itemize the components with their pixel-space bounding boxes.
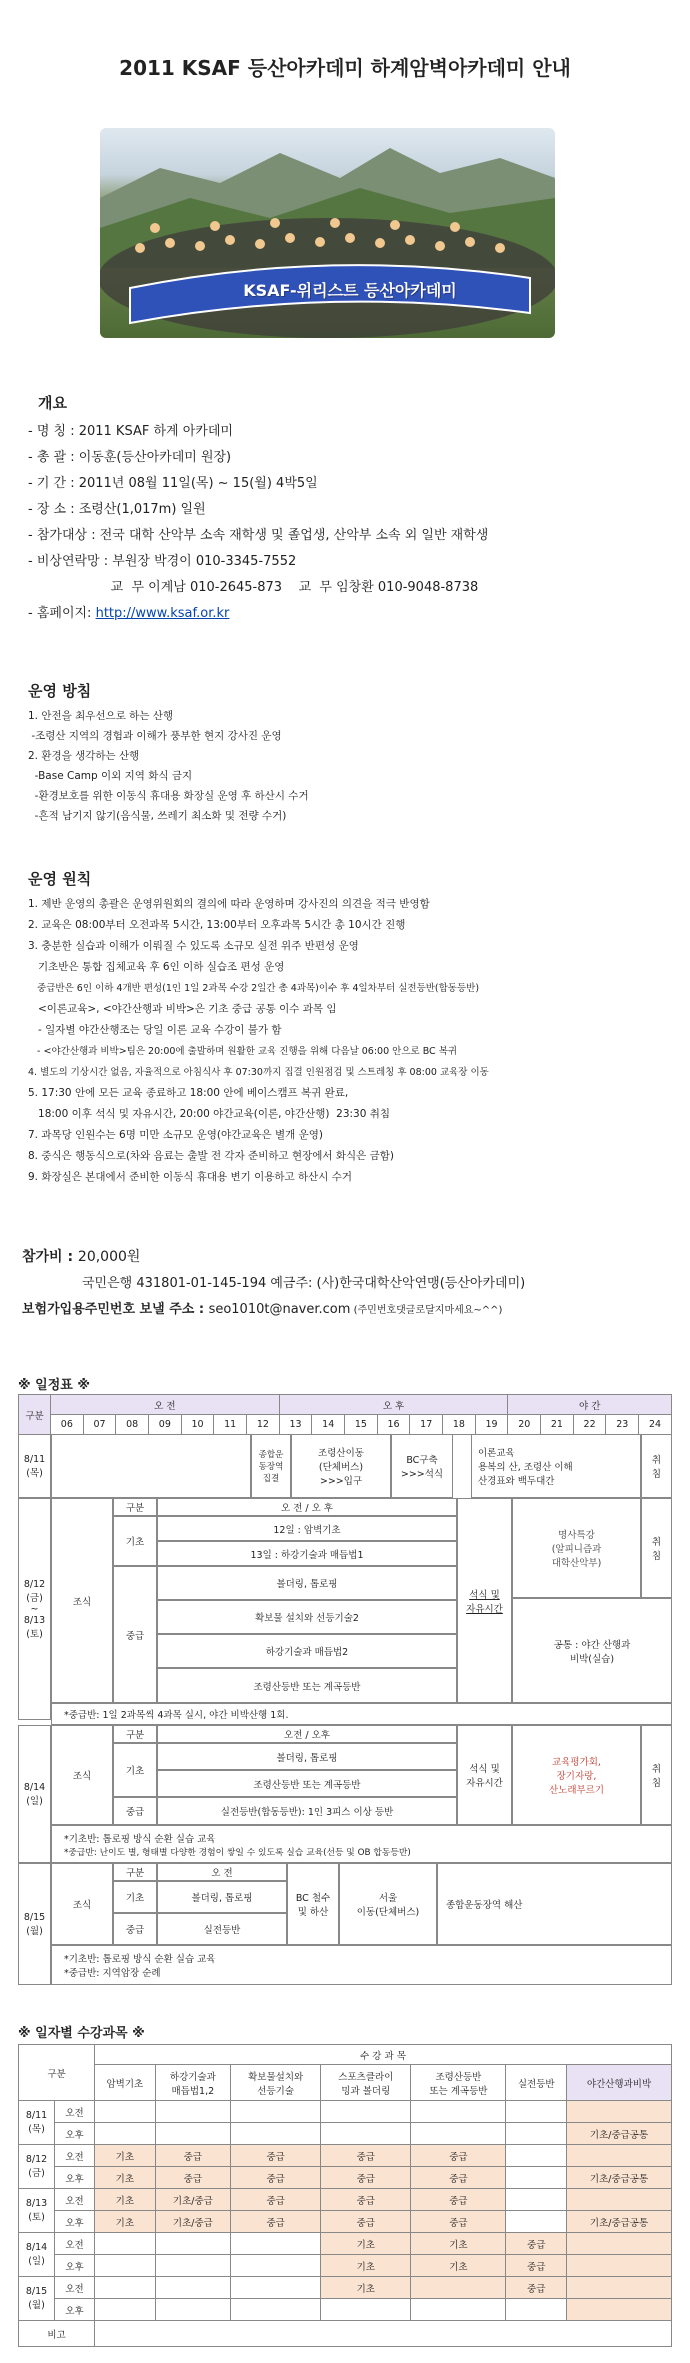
principle-line: 1. 제반 운영의 총괄은 운영위원회의 결의에 따라 운영하며 강사진의 의견을 적극 반영함 — [28, 898, 430, 910]
subject-cell: 중급 — [155, 2167, 230, 2189]
move-cell: 조령산이동 (단체버스) >>>입구 — [291, 1434, 391, 1498]
overview-line: - 참가대상 : 전국 대학 산악부 소속 재학생 및 졸업생, 산악부 소속 외 일반 재학생 — [28, 528, 489, 543]
schedule-note-box — [51, 1945, 672, 1985]
basic-label: 기초 — [113, 1881, 157, 1913]
policy-heading: 운영 방침 — [28, 682, 92, 700]
schedule-header-table — [18, 1394, 672, 1435]
principle-line: 7. 과목당 인원수는 6명 미만 소규모 운영(야간교육은 별개 운영) — [28, 1129, 324, 1141]
principle-line: 18:00 이후 석식 및 자유시간, 20:00 야간교육(이론, 야간산행) 23:30 취침 — [28, 1108, 391, 1120]
sleep-cell: 취 침 — [641, 1434, 672, 1498]
subject-cell — [95, 2299, 156, 2321]
subject-cell: 중급 — [411, 2145, 506, 2167]
subject-cell — [155, 2123, 230, 2145]
subject-cell — [567, 2255, 672, 2277]
subject-cell: 기초 — [95, 2189, 156, 2211]
subject-cell: 기초/중급공통 — [567, 2123, 672, 2145]
subject-cell — [95, 2255, 156, 2277]
subject-cell — [411, 2299, 506, 2321]
subject-cell: 중급 — [321, 2211, 411, 2233]
hour-cell: 07 — [83, 1415, 116, 1435]
banner-text: KSAF-위리스트 등산아카데미 — [243, 281, 457, 300]
subject-cell — [567, 2299, 672, 2321]
overview-line: - 기 간 : 2011년 08월 11일(목) ~ 15(월) 4박5일 — [28, 476, 318, 491]
mid-label: 중급 — [113, 1566, 157, 1703]
basic-subject: 조령산등반 또는 계곡등반 — [157, 1770, 457, 1797]
subject-slot: 오후 — [55, 2123, 95, 2145]
hour-cell: 17 — [410, 1415, 443, 1435]
policy-line: -조령산 지역의 경험과 이해가 풍부한 현지 강사진 운영 — [28, 730, 282, 742]
subject-column-header: 조령산등반 또는 계곡등반 — [411, 2065, 506, 2101]
insurance-note: (주민번호댓글로달지마세요~^^) — [350, 1305, 503, 1316]
subject-slot: 오전 — [55, 2145, 95, 2167]
insurance-label: 보험가입용주민번호 보낼 주소 : — [22, 1302, 209, 1317]
subject-cell: 기초 — [95, 2145, 156, 2167]
hour-cell: 21 — [541, 1415, 574, 1435]
subject-cell: 기초 — [95, 2167, 156, 2189]
policy-line: 2. 환경을 생각하는 산행 — [28, 750, 140, 762]
seoul-move: 서울 이동(단체버스) — [339, 1863, 437, 1945]
schedule-col-group: 구분 — [19, 1395, 51, 1435]
mid-subject: 하강기술과 매듭법2 — [157, 1634, 457, 1668]
subject-cell: 중급 — [321, 2145, 411, 2167]
date-8-11: 8/11 (목) — [18, 1434, 51, 1498]
subject-column-header: 확보물설치와 선등기술 — [231, 2065, 321, 2101]
subject-slot: 오후 — [55, 2255, 95, 2277]
subject-cell — [231, 2233, 321, 2255]
subject-cell: 중급 — [411, 2167, 506, 2189]
subject-cell — [321, 2299, 411, 2321]
subject-cell — [231, 2123, 321, 2145]
remark-cell — [95, 2321, 672, 2347]
subject-cell: 기초 — [95, 2211, 156, 2233]
schedule-heading: ※ 일정표 ※ — [18, 1378, 91, 1393]
homepage-link[interactable]: http://www.ksaf.or.kr — [95, 606, 230, 621]
insurance-email: seo1010t@naver.com — [208, 1302, 351, 1317]
homepage-label: - 홈페이지: — [28, 606, 96, 621]
hour-cell: 12 — [247, 1415, 280, 1435]
principles-heading: 운영 원칙 — [28, 870, 92, 888]
note-line: *중급반: 지역암장 순례 — [64, 1968, 161, 1979]
breakfast-cell: 조식 — [51, 1498, 113, 1703]
table-row — [19, 2167, 672, 2189]
basic-subject: 13일 : 하강기술과 매듭법1 — [157, 1541, 457, 1566]
hour-cell: 19 — [475, 1415, 508, 1435]
subject-cell — [231, 2299, 321, 2321]
hour-cell: 11 — [214, 1415, 247, 1435]
common-night: 공통 : 야간 산행과 비박(실습) — [512, 1598, 672, 1703]
remark-label: 비고 — [19, 2321, 95, 2347]
subject-cell: 중급 — [411, 2189, 506, 2211]
subject-cell — [506, 2299, 567, 2321]
subject-cell — [95, 2233, 156, 2255]
subjects-col-group: 구분 — [19, 2045, 95, 2101]
photo-mountains — [100, 128, 555, 338]
subject-slot: 오전 — [55, 2277, 95, 2299]
subject-cell — [155, 2255, 230, 2277]
subject-cell — [506, 2211, 567, 2233]
subject-cell — [155, 2299, 230, 2321]
homepage-row — [28, 602, 229, 621]
mid-label: 중급 — [113, 1797, 157, 1825]
fee-value: 20,000원 — [77, 1249, 141, 1265]
mid-subject: 조령산등반 또는 계곡등반 — [157, 1668, 457, 1703]
subject-cell: 중급 — [506, 2277, 567, 2299]
subject-cell: 중급 — [231, 2145, 321, 2167]
subject-cell — [321, 2123, 411, 2145]
subject-cell — [155, 2101, 230, 2123]
page-title: 2011 KSAF 등산아카데미 하계암벽아카데미 안내 — [119, 56, 571, 80]
basic-label: 기초 — [113, 1743, 157, 1797]
hour-cell: 15 — [345, 1415, 378, 1435]
bank-account: 국민은행 431801-01-145-194 예금주: (사)한국대학산악연맹(등산아카데미) — [82, 1276, 526, 1291]
subject-cell: 기초/중급공통 — [567, 2167, 672, 2189]
subjects-col-title: 수 강 과 목 — [95, 2045, 672, 2065]
note-line: *중급반: 난이도 별, 형태별 다양한 경험이 쌓일 수 있도록 실습 교육(선등 및 OB 합동등반) — [64, 1847, 411, 1858]
subject-cell: 기초/중급 — [155, 2211, 230, 2233]
overview-line: - 명 칭 : 2011 KSAF 하계 아카데미 — [28, 424, 233, 439]
table-row — [19, 2211, 672, 2233]
principle-line: 기초반은 통합 집체교육 후 6인 이하 실습조 편성 운영 — [28, 961, 285, 973]
mid-subject: 실전등반(합동등반): 1인 3피스 이상 등반 — [157, 1797, 457, 1825]
subjects-table — [18, 2044, 672, 2347]
hour-cell: 20 — [508, 1415, 541, 1435]
table-row — [19, 2189, 672, 2211]
subject-cell — [321, 2101, 411, 2123]
subject-cell: 기초 — [321, 2255, 411, 2277]
policy-line: -환경보호를 위한 이동식 휴대용 화장실 운영 후 하산시 수거 — [28, 790, 309, 802]
subject-cell — [95, 2277, 156, 2299]
hour-cell: 24 — [639, 1415, 672, 1435]
subject-cell: 중급 — [506, 2233, 567, 2255]
basic-label: 기초 — [113, 1516, 157, 1566]
subject-slot: 오후 — [55, 2299, 95, 2321]
basic-subject: 볼더링, 톱로핑 — [157, 1743, 457, 1770]
hour-cell: 10 — [181, 1415, 214, 1435]
subject-column-header: 스포츠클라이 밍과 볼더링 — [321, 2065, 411, 2101]
sub-col-div: 구분 — [113, 1498, 157, 1516]
subject-cell: 기초/중급공통 — [567, 2211, 672, 2233]
subject-cell — [567, 2145, 672, 2167]
overview-line: - 비상연락망 : 부원장 박경이 010-3345-7552 — [28, 554, 297, 569]
hour-cell: 06 — [51, 1415, 84, 1435]
bc-withdraw: BC 철수 및 하산 — [287, 1863, 339, 1945]
sub-col-div: 구분 — [113, 1863, 157, 1881]
overview-line: - 총 괄 : 이동훈(등산아카데미 원장) — [28, 450, 232, 465]
principle-line: - 일자별 야간산행조는 당일 이론 교육 수강이 불가 함 — [28, 1024, 282, 1036]
dismissal: 종합운동장역 해산 — [437, 1863, 672, 1945]
subject-cell: 중급 — [231, 2167, 321, 2189]
subject-cell: 기초 — [321, 2233, 411, 2255]
subject-column-header: 암벽기초 — [95, 2065, 156, 2101]
note-line: *기초반: 톱로핑 방식 순환 실습 교육 — [64, 1833, 216, 1845]
basic-subject: 12일 : 암벽기초 — [157, 1516, 457, 1541]
principle-line: 2. 교육은 08:00부터 오전과목 5시간, 13:00부터 오후과목 5시간 총 10시간 진행 — [28, 919, 406, 931]
subject-cell — [567, 2277, 672, 2299]
gather-cell: 종합운 동장역 집결 — [251, 1434, 291, 1498]
sleep-cell: 취 침 — [641, 1498, 672, 1598]
subject-column-header: 하강기술과 매듭법1,2 — [155, 2065, 230, 2101]
subject-cell — [155, 2233, 230, 2255]
subject-column-header: 실전등반 — [506, 2065, 567, 2101]
principle-line: - <야간산행과 비박>팀은 20:00에 출발하며 원활한 교육 진행을 위해 다음날 06:00 안으로 BC 복귀 — [28, 1046, 458, 1057]
subject-date: 8/13 (토) — [19, 2189, 55, 2233]
fee-row — [22, 1246, 140, 1266]
table-row — [19, 2255, 672, 2277]
subject-cell — [506, 2189, 567, 2211]
principle-line: 중급반은 6인 이하 4개반 편성(1인 1일 2과목 수강 2일간 총 4과목)이수 후 4일차부터 실전등반(합동등반) — [28, 983, 480, 994]
special-lecture: 명사특강 (알피니즘과 대학산악부) — [512, 1498, 641, 1598]
subject-cell: 중급 — [155, 2145, 230, 2167]
note-line: *기초반: 톱로핑 방식 순환 실습 교육 — [64, 1954, 216, 1965]
evaluation-cell: 교육평가회, 장기자랑, 산노래부르기 — [512, 1725, 641, 1825]
fee-label: 참가비 : — [22, 1249, 78, 1265]
sub-col-ampm: 오 전 / 오 후 — [157, 1498, 457, 1516]
subject-slot: 오후 — [55, 2167, 95, 2189]
subject-cell: 기초 — [411, 2255, 506, 2277]
subject-cell: 기초/중급 — [155, 2189, 230, 2211]
subject-cell — [411, 2123, 506, 2145]
remark-row — [19, 2321, 672, 2347]
subject-cell — [95, 2101, 156, 2123]
subject-cell: 중급 — [411, 2211, 506, 2233]
hour-cell: 16 — [377, 1415, 410, 1435]
subject-cell: 기초 — [411, 2233, 506, 2255]
subject-cell — [506, 2101, 567, 2123]
subject-slot: 오전 — [55, 2233, 95, 2255]
sub-col-am: 오 전 — [157, 1863, 287, 1881]
schedule-night: 야 간 — [508, 1395, 672, 1415]
overview-heading: 개요 — [38, 394, 67, 412]
subject-date: 8/14 (일) — [19, 2233, 55, 2277]
subject-cell — [506, 2145, 567, 2167]
hour-cell: 08 — [116, 1415, 149, 1435]
date-8-15: 8/15 (월) — [18, 1863, 51, 1985]
table-row — [19, 2277, 672, 2299]
schedule-pm: 오 후 — [279, 1395, 508, 1415]
subjects-heading: ※ 일자별 수강과목 ※ — [18, 2026, 145, 2041]
sub-col-div: 구분 — [113, 1725, 157, 1743]
subject-date: 8/15 (월) — [19, 2277, 55, 2321]
principle-line: 8. 중식은 행동식으로(차와 음료는 출발 전 각자 준비하고 현장에서 화식은 금함) — [28, 1150, 395, 1162]
date-8-12: 8/12 (금) ~ 8/13 (토) — [18, 1498, 51, 1720]
principle-line: 3. 충분한 실습과 이해가 이뤄질 수 있도록 소규모 실전 위주 반편성 운영 — [28, 940, 359, 952]
mid-label: 중급 — [113, 1913, 157, 1945]
hour-cell: 22 — [573, 1415, 606, 1435]
subject-cell — [411, 2277, 506, 2299]
hour-cell: 14 — [312, 1415, 345, 1435]
overview-line: - 장 소 : 조령산(1,017m) 일원 — [28, 502, 206, 517]
date-8-14: 8/14 (일) — [18, 1725, 51, 1863]
subject-cell — [231, 2101, 321, 2123]
hour-cell: 09 — [149, 1415, 182, 1435]
subject-cell: 중급 — [321, 2167, 411, 2189]
table-row — [19, 2123, 672, 2145]
subject-cell: 중급 — [231, 2211, 321, 2233]
policy-line: -Base Camp 이외 지역 화식 금지 — [28, 770, 193, 782]
table-row — [19, 2299, 672, 2321]
hour-cell: 23 — [606, 1415, 639, 1435]
empty-cell — [51, 1434, 251, 1498]
principle-line: 9. 화장실은 본대에서 준비한 이동식 휴대용 변기 이용하고 하산시 수거 — [28, 1171, 353, 1183]
breakfast-cell: 조식 — [51, 1725, 113, 1825]
subject-cell — [567, 2101, 672, 2123]
dinner-cell: 석식 및 자유시간 — [457, 1498, 512, 1703]
subject-cell — [231, 2255, 321, 2277]
subject-column-header: 야간산행과비박 — [567, 2065, 672, 2101]
subject-cell: 기초 — [321, 2277, 411, 2299]
schedule-note-box — [51, 1825, 672, 1863]
subject-cell — [231, 2277, 321, 2299]
sub-col-ampm: 오전 / 오후 — [157, 1725, 457, 1743]
policy-line: -흔적 남기지 않기(음식물, 쓰레기 최소화 및 전량 수거) — [28, 810, 287, 822]
subject-slot: 오전 — [55, 2189, 95, 2211]
principle-line: 4. 별도의 기상시간 없음, 자율적으로 아침식사 후 07:30까지 집결 인원점검 및 스트레칭 후 08:00 교육장 이동 — [28, 1067, 489, 1078]
subject-slot: 오후 — [55, 2211, 95, 2233]
overview-line: 교 무 이계남 010-2645-873 교 무 임창환 010-9048-8738 — [28, 580, 479, 595]
breakfast-cell: 조식 — [51, 1863, 113, 1945]
mid-subject: 볼더링, 톱로핑 — [157, 1566, 457, 1600]
mid-subject: 확보물 설치와 선등기술2 — [157, 1600, 457, 1634]
principle-line: <이론교육>, <야간산행과 비박>은 기초 중급 공통 이수 과목 임 — [28, 1003, 337, 1015]
subject-cell: 중급 — [231, 2189, 321, 2211]
table-row — [19, 2233, 672, 2255]
basic-subject: 볼더링, 톱로핑 — [157, 1881, 287, 1913]
policy-line: 1. 안전을 최우선으로 하는 산행 — [28, 710, 174, 722]
subject-date: 8/12 (금) — [19, 2145, 55, 2189]
subject-date: 8/11 (목) — [19, 2101, 55, 2145]
subject-slot: 오전 — [55, 2101, 95, 2123]
subject-cell: 중급 — [506, 2255, 567, 2277]
subject-cell — [411, 2101, 506, 2123]
theory-cell: 이론교육 용복의 산, 조령산 이해 산경표와 백두대간 — [471, 1434, 641, 1498]
insurance-row — [22, 1298, 502, 1317]
hour-cell: 18 — [443, 1415, 476, 1435]
mid-subject: 실전등반 — [157, 1913, 287, 1945]
hour-cell: 13 — [279, 1415, 312, 1435]
subject-cell — [567, 2189, 672, 2211]
group-photo — [100, 128, 555, 338]
principle-line: 5. 17:30 안에 모든 교육 종료하고 18:00 안에 베이스캠프 복귀 완료, — [28, 1087, 349, 1099]
subject-cell: 중급 — [321, 2189, 411, 2211]
subject-cell — [506, 2167, 567, 2189]
schedule-note: *중급반: 1일 2과목씩 4과목 실시, 야간 비박산행 1회. — [51, 1703, 672, 1725]
subject-cell — [155, 2277, 230, 2299]
schedule-am: 오 전 — [51, 1395, 280, 1415]
subject-cell — [506, 2123, 567, 2145]
bc-cell: BC구축 >>>석식 — [391, 1434, 453, 1498]
subject-cell — [567, 2233, 672, 2255]
subject-cell — [95, 2123, 156, 2145]
table-row — [19, 2101, 672, 2123]
sleep-cell: 취 침 — [641, 1725, 672, 1825]
table-row — [19, 2145, 672, 2167]
dinner-cell: 석식 및 자유시간 — [457, 1725, 512, 1825]
